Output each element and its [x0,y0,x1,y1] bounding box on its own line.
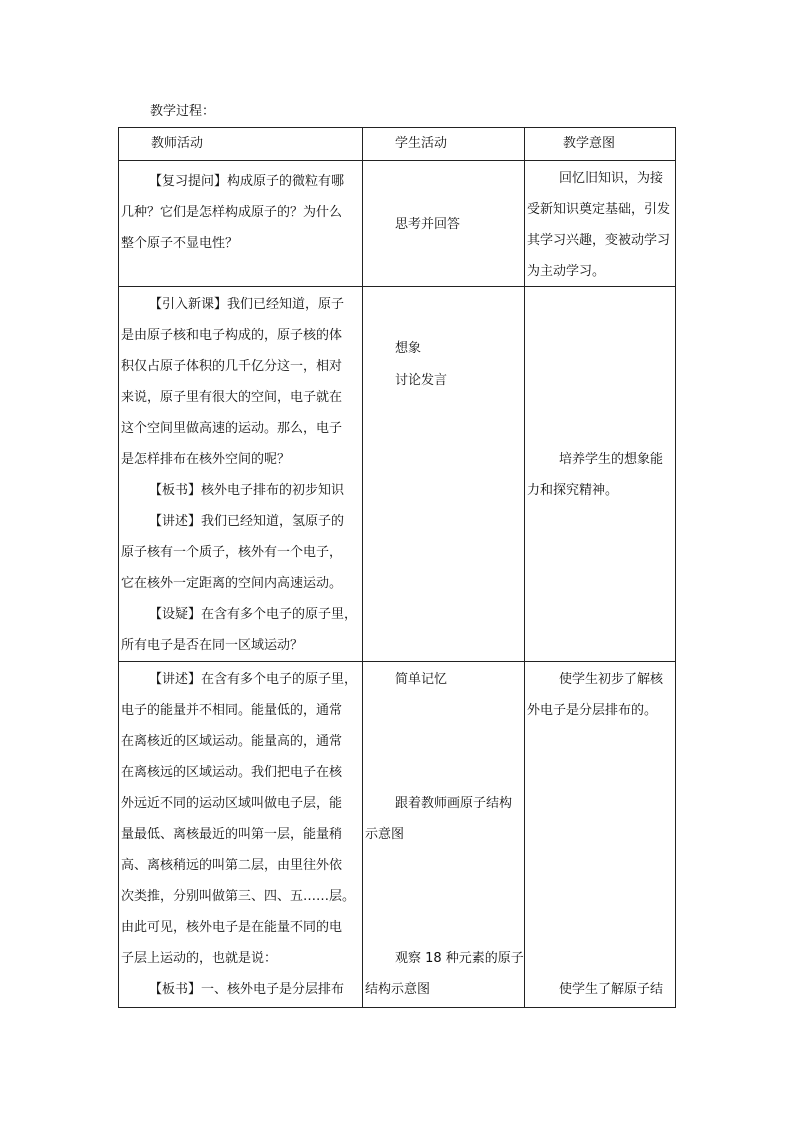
header-student-activity: 学生活动 [363,128,525,161]
table-row [119,287,676,662]
table-row [119,662,676,1008]
table-header-row [119,128,676,161]
teacher-line: 次类推，分别叫做第三、四、五……层。 [121,889,356,904]
teacher-line: 外远近不同的运动区域叫做电子层，能 [121,796,343,811]
intent-line: 使学生初步了解核 [559,672,664,687]
teacher-line: 【设疑】在含有多个电子的原子里， [149,607,358,622]
student-line: 思考并回答 [395,217,461,232]
teacher-cell [119,161,363,287]
student-cell [363,161,525,287]
teacher-line: 【板书】核外电子排布的初步知识 [149,483,345,498]
teacher-line: 【讲述】在含有多个电子的原子里， [149,672,358,687]
teacher-line: 这个空间里做高速的运动。那么，电子 [121,421,343,436]
teacher-line: 子层上运动的，也就是说： [121,951,278,966]
student-line: 结构示意图 [365,982,431,997]
teacher-line: 所有电子是否在同一区域运动？ [121,638,304,653]
table-row [119,161,676,287]
teacher-line: 几种？它们是怎样构成原子的？为什么 [121,205,343,220]
section-heading: 教学过程： [150,104,216,119]
intent-cell [525,287,676,662]
intent-line: 回忆旧知识，为接 [559,171,664,186]
teacher-line: 【引入新课】我们已经知道，原子 [149,297,345,312]
teacher-line: 电子的能量并不相同。能量低的，通常 [121,703,343,718]
teacher-line: 积仅占原子体积的几千亿分这一，相对 [121,359,343,374]
teacher-cell [119,287,363,662]
teacher-cell [119,662,363,1008]
teacher-line: 【板书】一、核外电子是分层排布 [149,982,345,997]
student-line: 简单记忆 [395,672,448,687]
intent-line: 使学生了解原子结 [559,982,664,997]
intent-line: 外电子是分层排布的。 [527,703,658,718]
student-line: 想象 [395,341,422,356]
student-cell [363,662,525,1008]
teacher-line: 原子核有一个质子，核外有一个电子， [121,545,343,560]
teacher-line: 整个原子不显电性？ [121,236,239,251]
teacher-line: 【复习提问】构成原子的微粒有哪 [149,174,345,189]
teacher-line: 它在核外一定距离的空间内高速运动。 [121,576,343,591]
lesson-table [118,127,676,1008]
student-cell [363,287,525,662]
intent-line: 培养学生的想象能 [559,452,664,467]
teacher-line: 量最低、离核最近的叫第一层，能量稍 [121,827,343,842]
header-teaching-intent: 教学意图 [525,128,676,161]
intent-line: 其学习兴趣，变被动学习 [527,233,671,248]
intent-line: 为主动学习。 [527,264,606,279]
intent-line: 受新知识奠定基础，引发 [527,202,671,217]
teacher-line: 是怎样排布在核外空间的呢？ [121,452,291,467]
student-line: 讨论发言 [395,373,448,388]
teacher-line: 在离核远的区域运动。我们把电子在核 [121,765,343,780]
teacher-line: 高、离核稍远的叫第二层，由里往外依 [121,858,343,873]
teacher-line: 来说，原子里有很大的空间，电子就在 [121,390,343,405]
header-teacher-activity: 教师活动 [119,128,363,161]
teacher-line: 【讲述】我们已经知道，氢原子的 [149,514,345,529]
student-line: 示意图 [365,827,405,842]
intent-line: 力和探究精神。 [527,483,619,498]
student-line: 观察 18 种元素的原子 [395,951,524,966]
intent-cell [525,161,676,287]
intent-cell [525,662,676,1008]
teacher-line: 在离核近的区域运动。能量高的，通常 [121,734,343,749]
teacher-line: 是由原子核和电子构成的，原子核的体 [121,328,343,343]
student-line: 跟着教师画原子结构 [395,796,513,811]
teacher-line: 由此可见，核外电子是在能量不同的电 [121,920,343,935]
